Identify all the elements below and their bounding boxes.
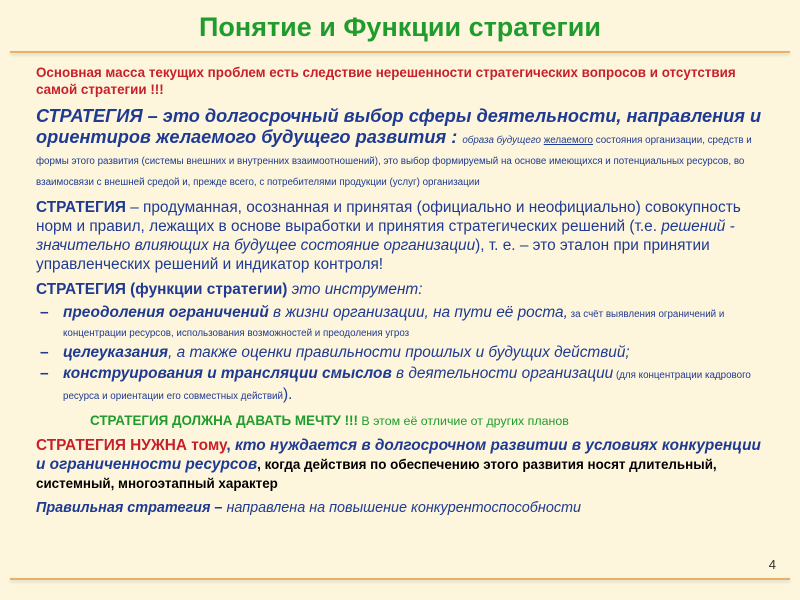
- function-2-rest: , а также оценки правильности прошлых и будущих действий;: [168, 344, 630, 361]
- page-number: 4: [768, 557, 776, 572]
- right-strategy-rest: направлена на повышение конкурентоспособности: [222, 500, 582, 516]
- definition-3-rest: это инструмент:: [287, 281, 423, 298]
- definition-1: [36, 106, 766, 190]
- need-tail: , когда действия по обеспечению этого развития носят длительный, системный, многоэтапный характер: [36, 457, 717, 491]
- bottom-divider: [10, 578, 790, 580]
- dash-bullet-icon: –: [40, 365, 49, 382]
- definition-2: [36, 198, 766, 274]
- definition-2-text-a: – продуманная, осознанная и принятая (официально и неофициально) совокупность норм и правил, лежащих в основе выработки и принятия стратегических решений (т.е.: [36, 199, 741, 235]
- function-1-small: за счёт выявления ограничений и концентрации ресурсов, использования возможностей и преодоления угроз: [63, 309, 725, 339]
- definition-3: [36, 280, 766, 299]
- definition-1-lead: СТРАТЕГИЯ – это долгосрочный выбор сферы деятельности, направления и ориентиров желаемого будущего развития :: [36, 106, 762, 147]
- definition-3-lead: СТРАТЕГИЯ (функции стратегии): [36, 281, 288, 298]
- dream-bold: СТРАТЕГИЯ ДОЛЖНА ДАВАТЬ МЕЧТУ !!!: [90, 413, 358, 428]
- intro-statement: Основная масса текущих проблем есть следствие нерешенности стратегических вопросов и отсутствия самой стратегии !!!: [36, 65, 736, 97]
- top-divider: [10, 51, 790, 53]
- function-3-bold: конструирования и трансляции смыслов: [63, 365, 392, 382]
- list-item: [36, 343, 766, 362]
- dream-statement: [36, 412, 766, 430]
- definition-1-small-b: состояния организации, средств и формы этого развития (системы внешних и внутренних взаимоотношений), это выбор формируемый на основе имеющихся и потенциальных ресурсов, во взаимосвязи с внешней средой и, прежде всего, с потребителями продукции (услуг) организации: [36, 135, 752, 188]
- need-red: СТРАТЕГИЯ НУЖНА тому: [36, 437, 227, 454]
- function-3-close: ).: [282, 386, 293, 403]
- definition-1-small-underlined: желаемого: [543, 135, 593, 146]
- function-3-small: (для концентрации кадрового ресурса и ориентации его совместных действий: [63, 370, 751, 402]
- dash-bullet-icon: –: [40, 304, 49, 321]
- need-statement: [36, 436, 766, 493]
- slide-title: Понятие и Функции стратегии: [198, 12, 601, 42]
- right-strategy: [36, 499, 766, 518]
- dash-bullet-icon: –: [40, 344, 49, 361]
- need-blue-a: ,: [226, 437, 235, 454]
- dream-rest: В этом её отличие от других планов: [357, 414, 569, 428]
- definition-2-italic: решений - значительно влияющих на будущее состояние организации: [36, 218, 735, 254]
- list-item: [36, 303, 766, 341]
- right-strategy-lead: Правильная стратегия –: [36, 500, 223, 516]
- list-item: [36, 364, 766, 406]
- definition-2-lead: СТРАТЕГИЯ: [36, 199, 126, 216]
- function-3-rest: в деятельности организации: [391, 365, 614, 382]
- function-1-rest: в жизни организации, на пути её роста,: [268, 304, 568, 321]
- need-blue-b: кто нуждается в долгосрочном развитии в условиях конкуренции и ограниченности ресурсов: [36, 437, 761, 473]
- definition-2-text-b: ), т. е. – это эталон при принятии управленческих решений и индикатор контроля!: [36, 237, 710, 273]
- definition-1-small-a: образа будущего: [462, 135, 541, 146]
- functions-list: [36, 303, 766, 406]
- function-2-bold: целеуказания: [63, 344, 169, 361]
- function-1-bold: преодоления ограничений: [63, 304, 269, 321]
- slide-content: [36, 64, 766, 518]
